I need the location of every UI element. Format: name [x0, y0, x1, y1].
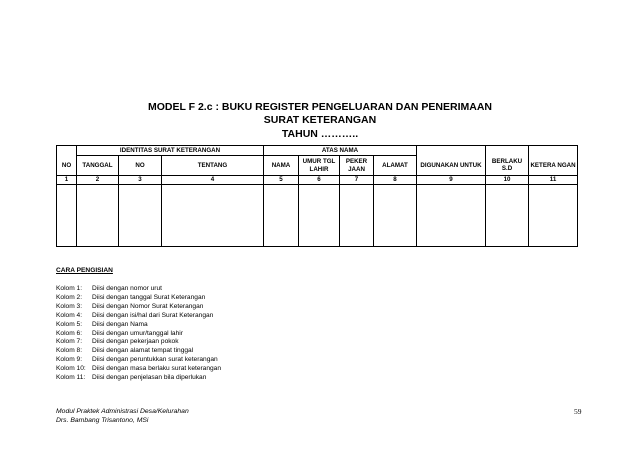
instruction-item: [56, 330, 221, 339]
column-number-cell: 6: [299, 176, 340, 185]
instruction-item: [56, 294, 221, 303]
column-number-cell: 9: [417, 176, 486, 185]
header-no-top: [57, 146, 77, 156]
header-no: NO: [57, 156, 77, 176]
column-number-cell: 2: [77, 176, 119, 185]
page-footer: [56, 407, 189, 425]
instruction-text: Diisi dengan Nomor Surat Keterangan: [92, 302, 204, 310]
entry-cell: [57, 185, 77, 247]
instruction-text: Diisi dengan masa berlaku surat keterangan: [92, 365, 222, 373]
instruction-text: Diisi dengan Nama: [92, 320, 148, 328]
instruction-item: [56, 356, 221, 365]
instruction-label: Kolom 10:: [56, 365, 86, 373]
instruction-item: [56, 303, 221, 312]
entry-cell: [486, 185, 529, 247]
header-group-identitas: IDENTITAS SURAT KETERANGAN: [77, 146, 264, 156]
entry-cell: [119, 185, 162, 247]
header-keterangan: KETERA NGAN: [529, 156, 578, 176]
column-number-cell: 3: [119, 176, 162, 185]
footer-author: Drs. Bambang Trisantono, MSi: [56, 417, 149, 424]
entry-cell: [417, 185, 486, 247]
entry-cell: [299, 185, 340, 247]
header-digunakan-top: [417, 146, 486, 156]
instruction-label: Kolom 5:: [56, 320, 83, 328]
document-title: MODEL F 2.c : BUKU REGISTER PENGELUARAN DAN PENERIMAAN: [148, 101, 492, 113]
instruction-text: Diisi dengan nomor urut: [92, 285, 163, 292]
entry-cell: [77, 185, 119, 247]
column-number-cell: 8: [374, 176, 417, 185]
entry-cell: [264, 185, 299, 247]
footer-module-title: Modul Praktek Administrasi Desa/Kelurahan: [56, 408, 189, 415]
instructions-list: [56, 285, 221, 383]
instructions-heading: CARA PENGISIAN: [56, 267, 113, 274]
instruction-item: [56, 321, 221, 330]
instruction-text: Diisi dengan penjelasan bila diperlukan: [92, 374, 207, 382]
document-subtitle: SURAT KETERANGAN: [263, 114, 377, 126]
instruction-label: Kolom 11:: [56, 374, 86, 382]
instruction-label: Kolom 7:: [56, 338, 83, 346]
instruction-item: [56, 347, 221, 356]
instruction-text: Diisi dengan alamat tempat tinggal: [92, 347, 194, 355]
instruction-label: Kolom 8:: [56, 347, 83, 355]
instruction-item: [56, 338, 221, 347]
instruction-item: [56, 312, 221, 321]
instruction-label: Kolom 3:: [56, 302, 83, 310]
header-tanggal: TANGGAL: [77, 156, 119, 176]
instruction-text: Diisi dengan pekerjaan pokok: [92, 338, 179, 346]
instruction-label: Kolom 4:: [56, 311, 83, 319]
entry-cell: [162, 185, 264, 247]
header-nama: NAMA: [264, 156, 299, 176]
instruction-label: Kolom 1:: [56, 285, 83, 292]
column-number-cell: 10: [486, 176, 529, 185]
instruction-text: Diisi dengan umur/tanggal lahir: [92, 329, 183, 337]
instruction-text: Diisi dengan isi/hal dari Surat Keterangan: [92, 311, 214, 319]
header-umur-tgl-lahir: UMUR TGL LAHIR: [299, 156, 340, 176]
entry-cell: [529, 185, 578, 247]
instruction-item: [56, 374, 221, 383]
header-berlaku-top: [486, 146, 529, 156]
header-alamat: ALAMAT: [374, 156, 417, 176]
instruction-item: [56, 285, 221, 294]
register-table: [56, 145, 578, 247]
column-number-cell: 4: [162, 176, 264, 185]
instruction-text: Diisi dengan peruntukkan surat keterangan: [92, 356, 218, 364]
instruction-label: Kolom 6:: [56, 329, 83, 337]
document-year: TAHUN ………..: [281, 128, 359, 140]
column-number-cell: 1: [57, 176, 77, 185]
header-nomor-surat: NO: [119, 156, 162, 176]
entry-cell: [340, 185, 374, 247]
header-digunakan-untuk: DIGUNAKAN UNTUK: [417, 156, 486, 176]
header-keterangan-top: [529, 146, 578, 156]
header-berlaku-sd: BERLAKU S.D: [486, 156, 529, 176]
header-tentang: TENTANG: [162, 156, 264, 176]
column-number-cell: 11: [529, 176, 578, 185]
instruction-text: Diisi dengan tanggal Surat Keterangan: [92, 293, 206, 301]
entry-cell: [374, 185, 417, 247]
instruction-label: Kolom 9:: [56, 356, 83, 364]
header-pekerjaan: PEKER JAAN: [340, 156, 374, 176]
column-number-cell: 7: [340, 176, 374, 185]
column-number-cell: 5: [264, 176, 299, 185]
header-group-atas-nama: ATAS NAMA: [264, 146, 417, 156]
instruction-item: [56, 365, 221, 374]
page-number: 59: [574, 407, 582, 416]
instruction-label: Kolom 2:: [56, 293, 83, 301]
